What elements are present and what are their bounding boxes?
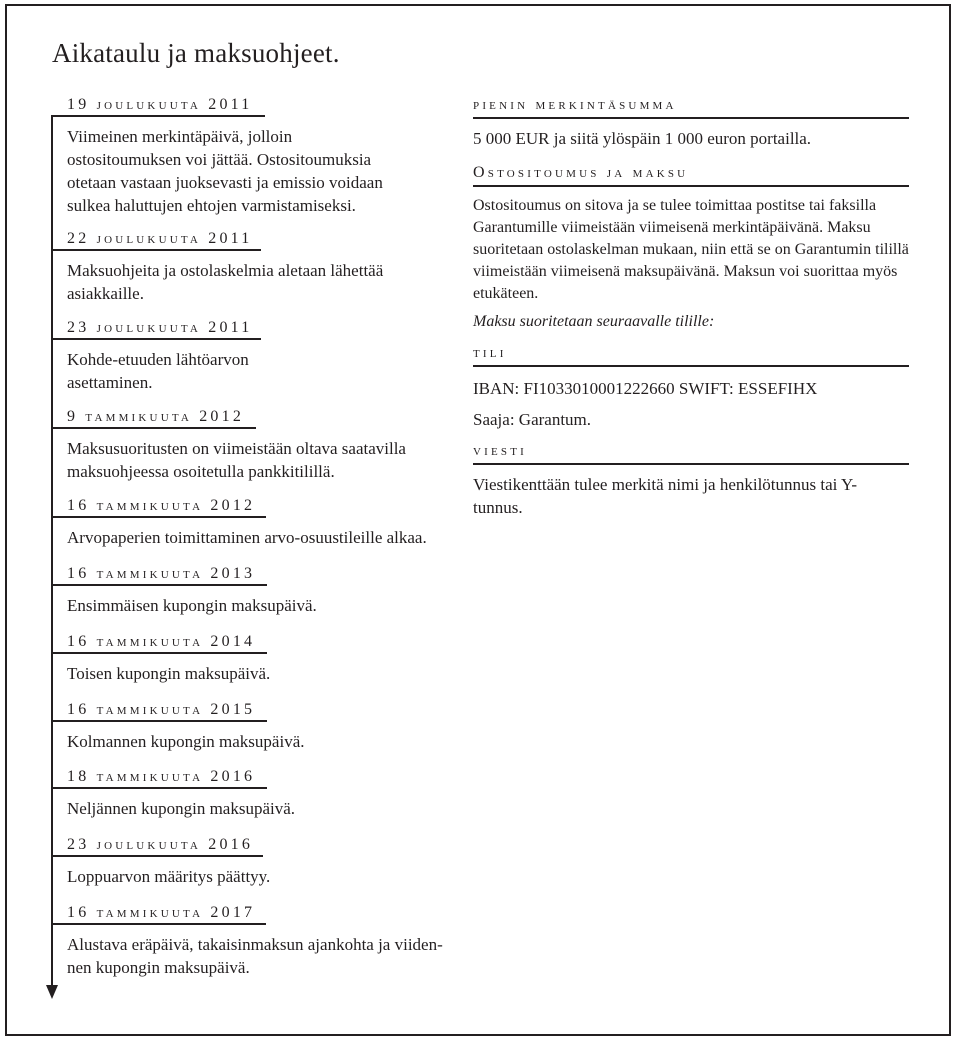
event-date: 19 joulukuuta 2011 bbox=[67, 96, 253, 113]
timeline-event bbox=[51, 564, 451, 617]
event-date: 22 joulukuuta 2011 bbox=[67, 230, 253, 247]
event-rule bbox=[51, 923, 266, 925]
timeline-event bbox=[51, 229, 451, 305]
min-subscription-section bbox=[473, 95, 909, 150]
page-title: Aikataulu ja maksuohjeet. bbox=[52, 38, 340, 68]
event-rule bbox=[51, 652, 267, 654]
event-date: 16 tammikuuta 2012 bbox=[67, 497, 256, 514]
commitment-section bbox=[473, 163, 909, 333]
event-description: Maksusuoritusten on viimeistään oltava saatavilla maksuohjeessa osoitetulla pankkitilillä. bbox=[67, 439, 406, 481]
event-date: 16 tammikuuta 2015 bbox=[67, 701, 256, 718]
payment-note: Maksu suoritetaan seuraavalle tilille: bbox=[473, 313, 715, 330]
event-date: 18 tammikuuta 2016 bbox=[67, 768, 256, 785]
event-description: Kohde-etuuden lähtöarvon asettaminen. bbox=[67, 350, 249, 392]
event-description: Arvopaperien toimittaminen arvo-osuustileille alkaa. bbox=[67, 528, 427, 547]
account-heading: tili bbox=[473, 343, 909, 367]
event-description: Ensimmäisen kupongin maksupäivä. bbox=[67, 596, 317, 615]
timeline-event bbox=[51, 767, 451, 820]
account-details: IBAN: FI1033010001222660 SWIFT: ESSEFIHX bbox=[473, 379, 818, 398]
event-description: Kolmannen kupongin maksupäivä. bbox=[67, 732, 305, 751]
timeline-event bbox=[51, 496, 451, 549]
event-rule bbox=[51, 720, 267, 722]
message-section bbox=[473, 441, 909, 519]
event-description: Viimeinen merkintäpäivä, jolloin ostositoumuksen voi jättää. Ostositoumuksia otetaan vastaan juoksevasti ja emissio voidaan sulkea haluttujen ehtojen varmistamiseksi. bbox=[67, 127, 383, 215]
event-rule bbox=[51, 427, 256, 429]
timeline-arrow-icon bbox=[46, 985, 58, 999]
event-rule bbox=[51, 787, 267, 789]
event-date: 23 joulukuuta 2011 bbox=[67, 319, 253, 336]
event-description: Toisen kupongin maksupäivä. bbox=[67, 664, 271, 683]
event-description: Maksuohjeita ja ostolaskelmia aletaan lähettää asiakkaille. bbox=[67, 261, 384, 303]
event-rule bbox=[51, 516, 266, 518]
message-text: Viestikenttään tulee merkitä nimi ja henkilötunnus tai Y-tunnus. bbox=[473, 475, 858, 517]
event-date: 9 tammikuuta 2012 bbox=[67, 408, 245, 425]
min-subscription-heading: pienin merkintäsumma bbox=[473, 95, 909, 119]
event-description: Alustava eräpäivä, takaisinmaksun ajankohta ja viiden-nen kupongin maksupäivä. bbox=[67, 935, 443, 977]
timeline-event bbox=[51, 632, 451, 685]
event-date: 23 joulukuuta 2016 bbox=[67, 836, 254, 853]
event-rule bbox=[51, 855, 263, 857]
timeline-event bbox=[51, 95, 451, 217]
event-description: Loppuarvon määritys päättyy. bbox=[67, 867, 271, 886]
timeline-event bbox=[51, 407, 451, 483]
commitment-heading: Ostositoumus ja maksu bbox=[473, 163, 909, 187]
message-heading: viesti bbox=[473, 441, 909, 465]
event-rule bbox=[51, 338, 261, 340]
min-subscription-text: 5 000 EUR ja siitä ylöspäin 1 000 euron portailla. bbox=[473, 129, 812, 148]
event-description: Neljännen kupongin maksupäivä. bbox=[67, 799, 296, 818]
commitment-text: Ostositoumus on sitova ja se tulee toimittaa postitse tai faksilla Garantumille viimeistään viimeisenä merkintäpäivänä. Maksu suoritetaan ostolaskelman mukaan, niin että se on Garantumin tilillä viimeistään viimeisenä maksupäivänä. Maksun voi suorittaa myös etukäteen. bbox=[473, 197, 909, 302]
event-rule bbox=[51, 584, 267, 586]
timeline-event bbox=[51, 903, 451, 979]
recipient-text: Saaja: Garantum. bbox=[473, 410, 592, 429]
event-date: 16 tammikuuta 2013 bbox=[67, 565, 256, 582]
account-section bbox=[473, 343, 909, 431]
event-rule bbox=[51, 115, 265, 117]
event-rule bbox=[51, 249, 261, 251]
timeline-event bbox=[51, 700, 451, 753]
event-date: 16 tammikuuta 2017 bbox=[67, 904, 256, 921]
event-date: 16 tammikuuta 2014 bbox=[67, 633, 256, 650]
timeline-event bbox=[51, 835, 451, 888]
timeline-event bbox=[51, 318, 451, 394]
